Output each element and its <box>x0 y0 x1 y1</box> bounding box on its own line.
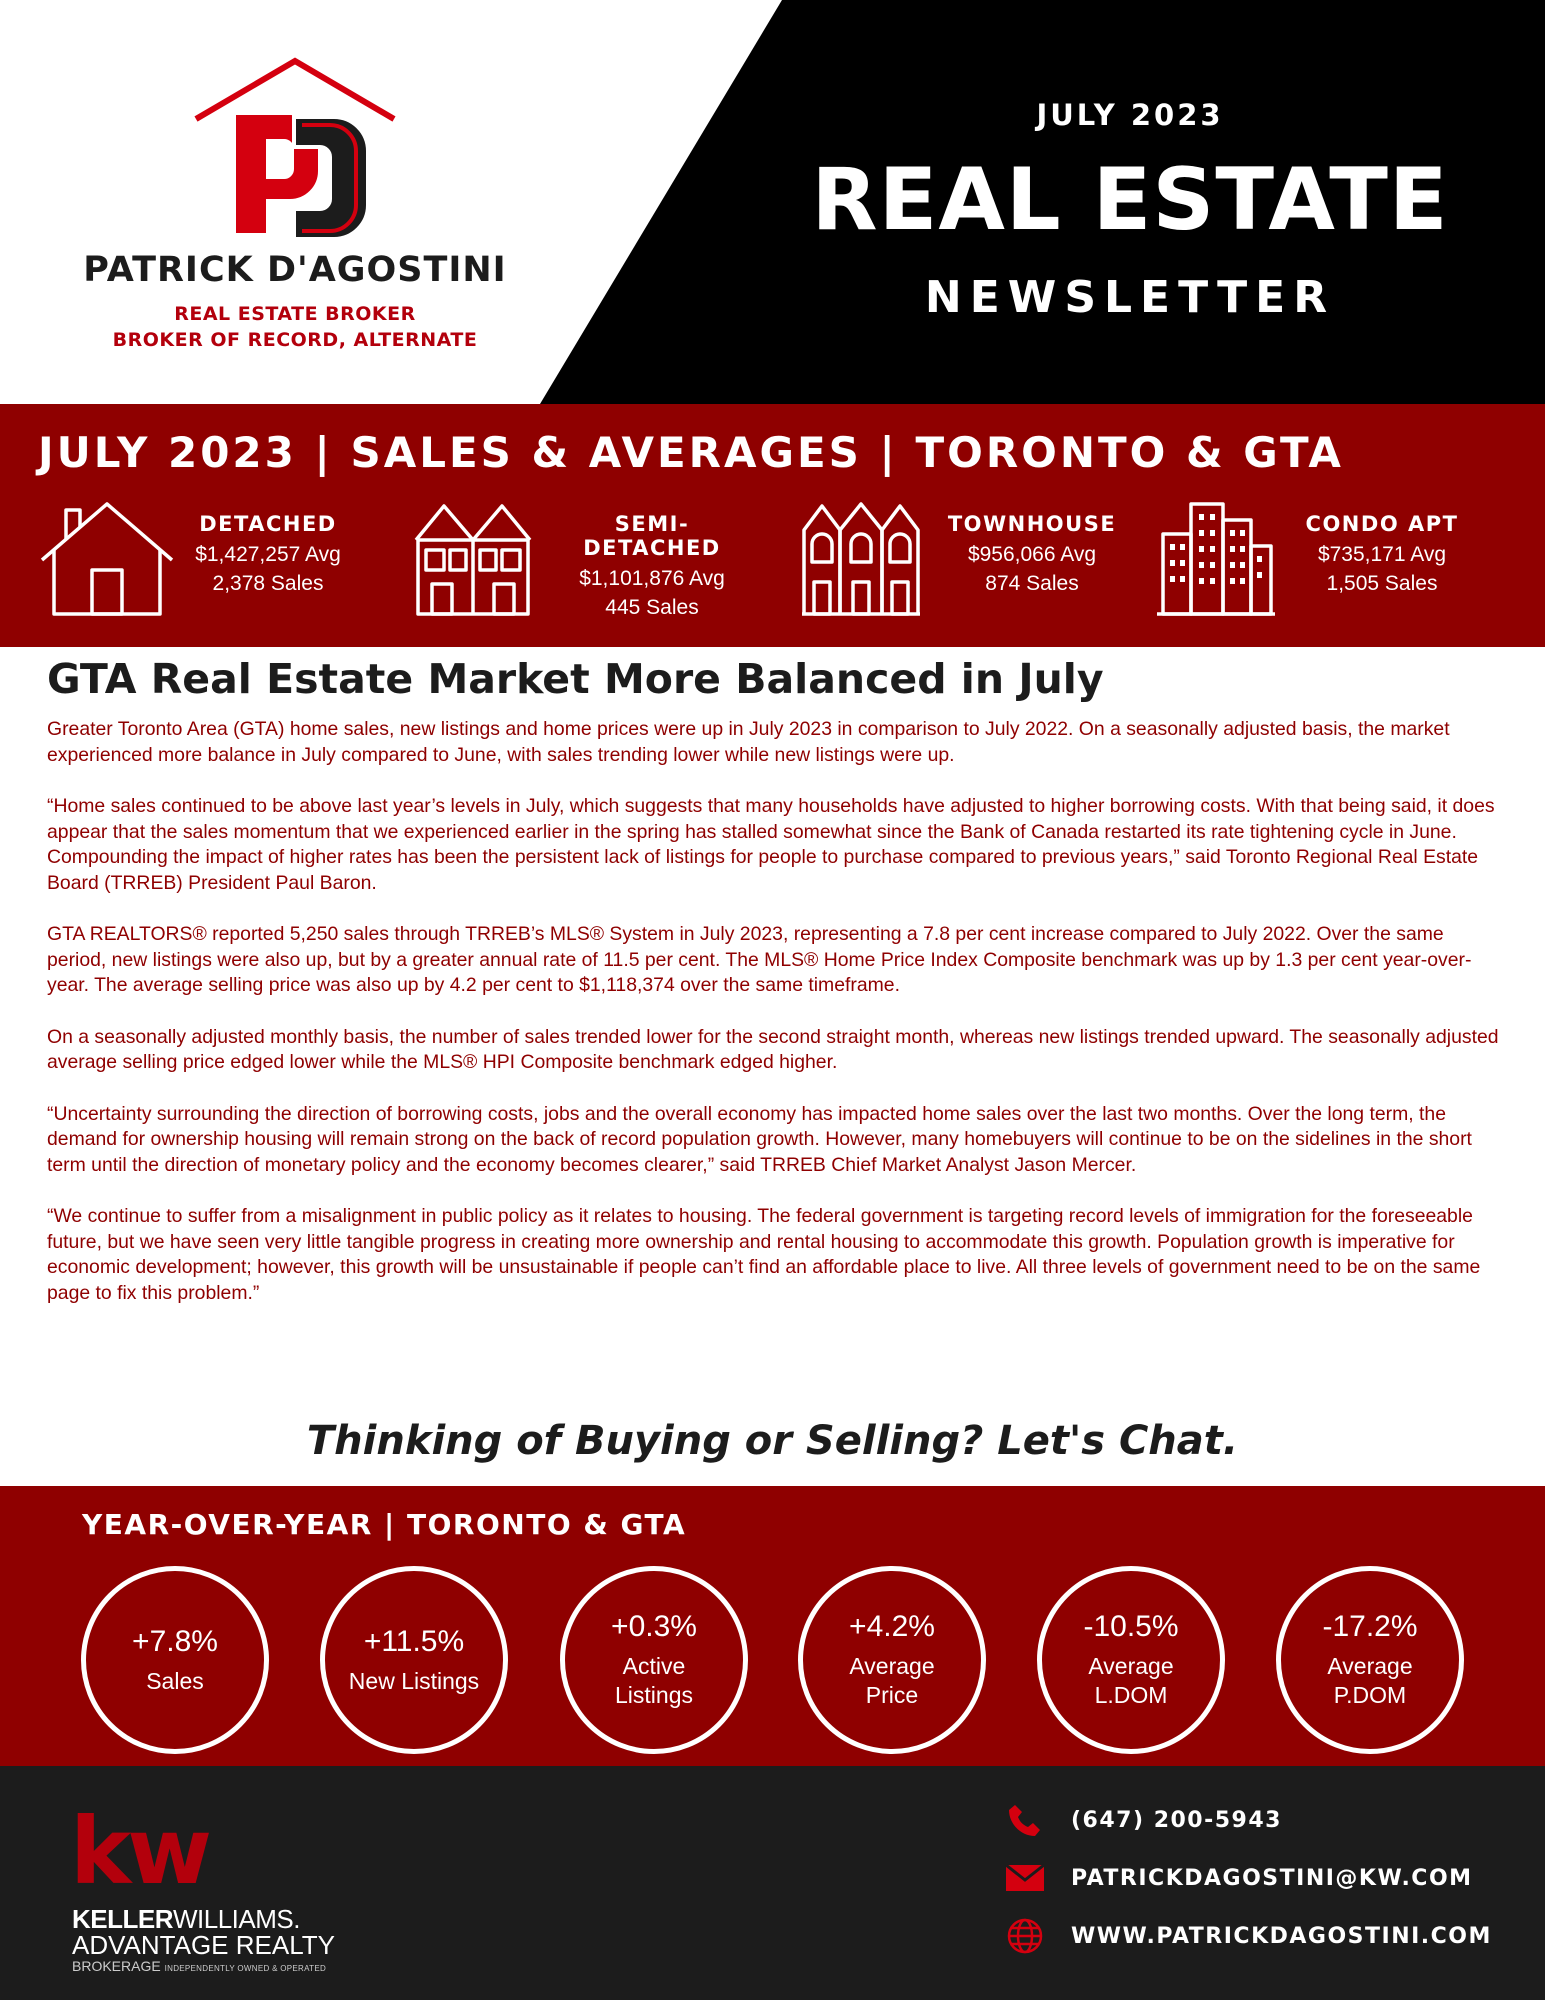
stat-average-price: $1,101,876 Avg <box>579 567 725 590</box>
stat-sales-count: 874 Sales <box>985 572 1079 595</box>
kw-office-name: ADVANTAGE REALTY <box>72 1930 335 1960</box>
stat-sales-count: 445 Sales <box>605 596 699 619</box>
yoy-value: +0.3% <box>611 1610 697 1643</box>
stat-average-price: $956,066 Avg <box>967 543 1097 566</box>
sales-averages-band <box>0 404 1545 647</box>
kw-brand-name-rest: WILLIAMS. <box>173 1904 300 1934</box>
stat-condo-apt <box>1282 512 1482 594</box>
phone-icon <box>1005 1800 1045 1840</box>
yoy-value: -17.2% <box>1322 1610 1418 1643</box>
yoy-title: YEAR-OVER-YEAR | TORONTO & GTA <box>82 1508 687 1541</box>
agent-name: PATRICK D'AGOSTINI <box>83 250 507 290</box>
kw-brokerage-label: BROKERAGE <box>72 1958 161 1974</box>
stat-label: DETACHED <box>199 512 337 536</box>
kw-brokerage-note: INDEPENDENTLY OWNED & OPERATED <box>164 1964 327 1973</box>
stat-semi-detached <box>552 512 752 618</box>
yoy-label: Average P.DOM <box>1327 1653 1413 1708</box>
phone-link[interactable]: (647) 200-5943 <box>1071 1807 1282 1833</box>
yoy-label: Average L.DOM <box>1088 1653 1174 1708</box>
yoy-value: -10.5% <box>1083 1610 1179 1643</box>
yoy-label: Average Price <box>849 1653 935 1708</box>
article-paragraph: Greater Toronto Area (GTA) home sales, new listings and home prices were up in July 2023 in comparison to July 2022. On a seasonally adjusted basis, the market experienced more balance in July compared to June, with sales trending lower while new listings were up. <box>47 718 1450 766</box>
contact-footer <box>0 1766 1545 2000</box>
article-headline: GTA Real Estate Market More Balanced in July <box>47 655 1104 703</box>
globe-icon <box>1005 1916 1045 1956</box>
stat-sales-count: 1,505 Sales <box>1326 572 1438 595</box>
semi-detached-house-icon <box>412 500 534 618</box>
kw-brokerage-line <box>72 1958 326 1974</box>
condo-building-icon <box>1155 500 1277 618</box>
yoy-new-listings-circle <box>320 1566 508 1754</box>
agent-logo-block <box>60 50 530 360</box>
stat-average-price: $1,427,257 Avg <box>195 543 341 566</box>
detached-house-icon <box>38 500 176 618</box>
yoy-value: +7.8% <box>132 1624 218 1658</box>
contact-email[interactable] <box>1005 1858 1473 1898</box>
stat-label: TOWNHOUSE <box>947 512 1117 536</box>
yoy-value: +11.5% <box>363 1624 465 1658</box>
contact-phone[interactable] <box>1005 1800 1282 1840</box>
yoy-average-price-circle <box>798 1566 986 1754</box>
agent-title: REAL ESTATE BROKER <box>174 303 416 325</box>
yoy-label: New Listings <box>348 1667 480 1694</box>
market-article <box>47 655 1502 1332</box>
yoy-ldom-circle <box>1037 1566 1225 1754</box>
newsletter-title: REAL ESTATE <box>811 150 1449 250</box>
newsletter-header <box>0 0 1545 404</box>
year-over-year-band <box>0 1486 1545 1766</box>
yoy-value: +4.2% <box>849 1610 935 1643</box>
website-link[interactable]: WWW.PATRICKDAGOSTINI.COM <box>1071 1923 1492 1949</box>
newsletter-month: JULY 2023 <box>1036 98 1224 132</box>
yoy-label: Sales <box>146 1667 204 1694</box>
stat-label: CONDO APT <box>1305 512 1459 536</box>
call-to-action: Thinking of Buying or Selling? Let's Chat. <box>306 1418 1239 1464</box>
yoy-active-listings-circle <box>560 1566 748 1754</box>
contact-website[interactable] <box>1005 1916 1492 1956</box>
pd-house-logo-icon <box>190 55 400 245</box>
yoy-label: Active Listings <box>615 1653 693 1708</box>
email-link[interactable]: PATRICKDAGOSTINI@KW.COM <box>1071 1865 1473 1891</box>
article-paragraph: “Home sales continued to be above last year’s levels in July, which suggests that many households have adjusted to higher borrowing costs. With that being said, it does appear that the sales momentum that we experienced earlier in the spring has stalled somewhat since the Bank of Canada restarted its rate tightening cycle in June. Compounding the impact of higher rates has been the persistent lack of listings for people to purchase compared to previous years,” said Toronto Regional Real Estate Board (TRREB) President Paul Baron. <box>47 795 1495 894</box>
envelope-icon <box>1005 1858 1045 1898</box>
kw-logo-letters: kw <box>70 1798 209 1905</box>
stat-detached <box>168 512 368 594</box>
article-paragraph: “Uncertainty surrounding the direction of borrowing costs, jobs and the overall economy has impacted home sales over the last two months. Over the long term, the demand for ownership housing will remain strong on the back of record population growth. However, many homebuyers will continue to be on the sidelines in the short term until the direction of monetary policy and the economy becomes clearer,” said TRREB Chief Market Analyst Jason Mercer. <box>47 1102 1472 1176</box>
stat-label: SEMI-DETACHED <box>583 512 721 560</box>
article-paragraph: “We continue to suffer from a misalignment in public policy as it relates to housing. The federal government is targeting record levels of immigration for the foreseeable future, but we have seen very little tangible progress in creating more ownership and rental housing to accommodate this growth. Population growth is imperative for economic development; however, this growth will be unsustainable if people can’t find an affordable place to live. All three levels of government need to be on the same page to fix this problem.” <box>47 1205 1481 1304</box>
kw-brand-name-bold: KELLER <box>72 1904 173 1934</box>
yoy-sales-circle <box>81 1566 269 1754</box>
stat-sales-count: 2,378 Sales <box>212 572 324 595</box>
yoy-pdom-circle <box>1276 1566 1464 1754</box>
article-paragraph: On a seasonally adjusted monthly basis, the number of sales trended lower for the second straight month, whereas new listings trended upward. The seasonally adjusted average selling price edged lower while the MLS® HPI Composite benchmark edged higher. <box>47 1025 1499 1073</box>
newsletter-subtitle: NEWSLETTER <box>924 272 1336 323</box>
stat-townhouse <box>932 512 1132 594</box>
stat-average-price: $735,171 Avg <box>1317 543 1447 566</box>
keller-williams-logo <box>70 1798 350 1976</box>
agent-subtitle: BROKER OF RECORD, ALTERNATE <box>112 329 478 351</box>
townhouse-icon <box>800 500 922 618</box>
sales-band-title: JULY 2023 | SALES & AVERAGES | TORONTO & GTA <box>38 428 1344 477</box>
article-paragraph: GTA REALTORS® reported 5,250 sales through TRREB’s MLS® System in July 2023, representing a 7.8 per cent increase compared to July 2022. Over the same period, new listings were also up, but by a greater annual rate of 11.5 per cent. The MLS® Home Price Index Composite benchmark was up by 1.3 per cent year-over-year. The average selling price was also up by 4.2 per cent to $1,118,374 over the same timeframe. <box>47 923 1472 996</box>
